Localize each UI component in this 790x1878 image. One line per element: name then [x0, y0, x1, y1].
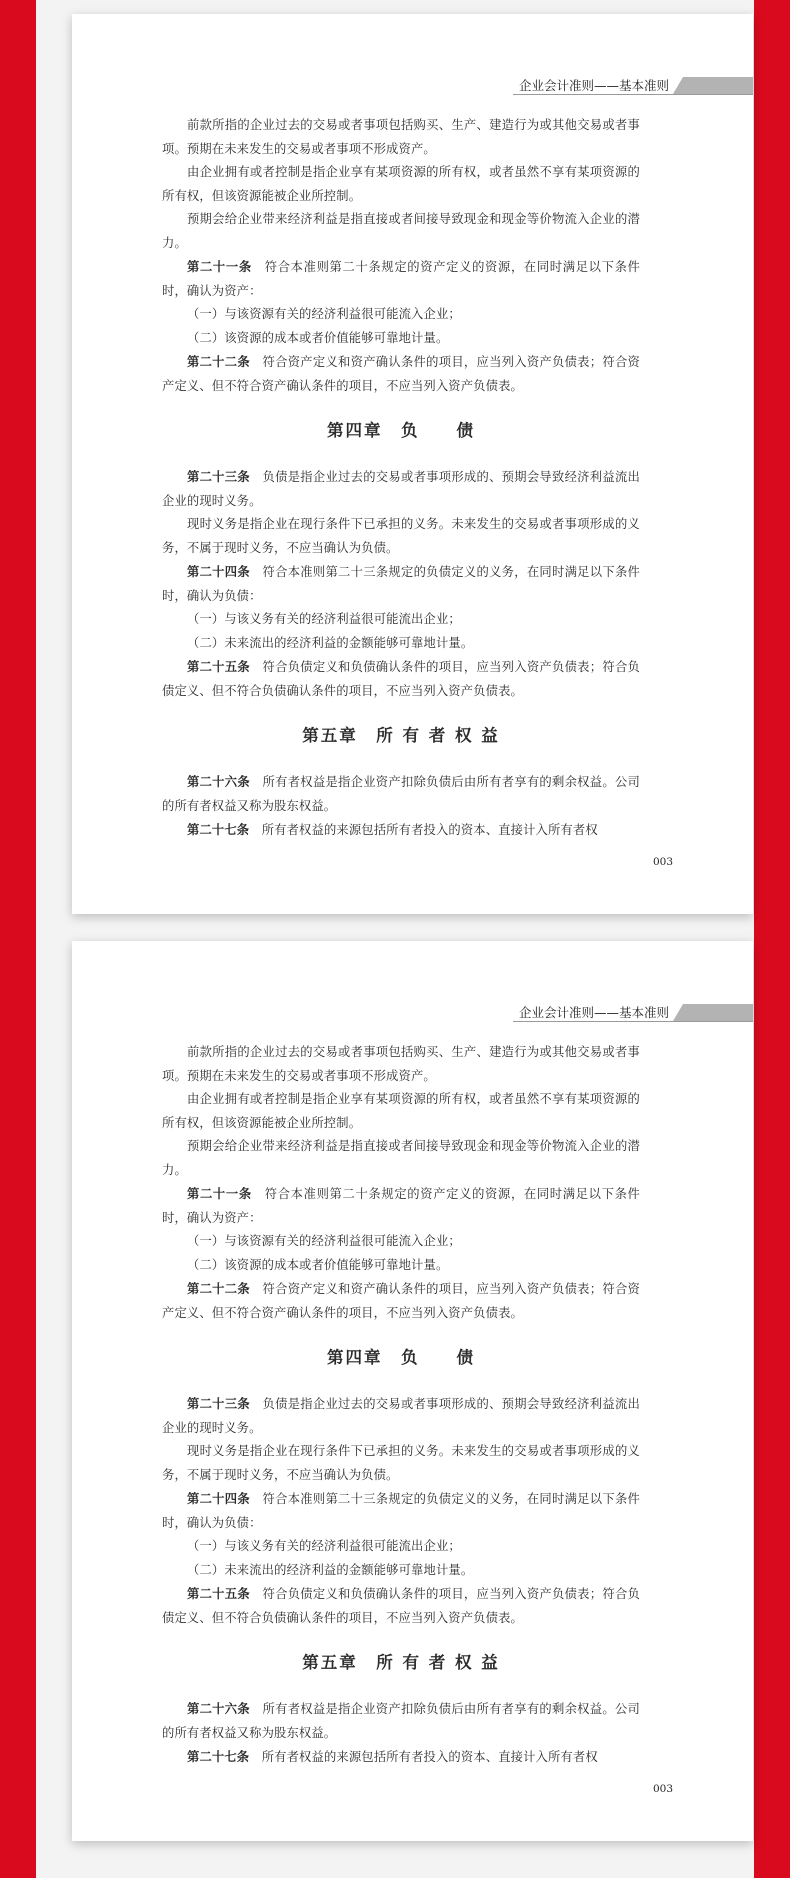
body-paragraph: （二）未来流出的经济利益的金额能够可靠地计量。 — [187, 1562, 474, 1577]
article-text: 所有者权益是指企业资产扣除负债后由所有者享有的剩余权益。公司的所有者权益又称为股东权益。 — [162, 1702, 640, 1740]
chapter-heading: 第五章 所 有 者 权 益 — [302, 726, 500, 745]
article-paragraph — [162, 818, 640, 843]
article-number: 第二十四条 — [187, 564, 250, 579]
article-text: 所有者权益是指企业资产扣除负债后由所有者享有的剩余权益。公司的所有者权益又称为股东权益。 — [162, 775, 640, 813]
article-text: 所有者权益的来源包括所有者投入的资本、直接计入所有者权 — [261, 823, 598, 837]
body-paragraph: （一）与该义务有关的经济利益很可能流出企业； — [187, 1539, 461, 1553]
article-paragraph — [162, 1582, 640, 1630]
article-paragraph — [162, 770, 640, 818]
page-number: 003 — [652, 1783, 673, 1795]
article-text: 符合资产定义和资产确认条件的项目，应当列入资产负债表；符合资产定义、但不符合资产确认条件的项目，不应当列入资产负债表。 — [162, 1282, 640, 1320]
body-paragraph: 预期会给企业带来经济利益是指直接或者间接导致现金和现金等价物流入企业的潜力。 — [162, 212, 640, 250]
article-text: 所有者权益的来源包括所有者投入的资本、直接计入所有者权 — [261, 1750, 598, 1764]
article-text: 符合负债定义和负债确认条件的项目，应当列入资产负债表；符合负债定义、但不符合负债确认条件的项目，不应当列入资产负债表。 — [162, 1587, 640, 1625]
article-paragraph — [162, 1745, 640, 1770]
article-number: 第二十二条 — [187, 354, 250, 369]
article-number: 第二十七条 — [187, 1749, 250, 1764]
running-header — [513, 77, 753, 94]
article-paragraph — [162, 1182, 640, 1230]
article-paragraph — [162, 1392, 640, 1440]
body-paragraph: 现时义务是指企业在现行条件下已承担的义务。未来发生的交易或者事项形成的义务，不属于现时义务，不应当确认为负债。 — [162, 517, 640, 555]
chapter-heading: 第五章 所 有 者 权 益 — [302, 1653, 500, 1672]
body-paragraph: （二）未来流出的经济利益的金额能够可靠地计量。 — [187, 635, 474, 650]
body-paragraph: 现时义务是指企业在现行条件下已承担的义务。未来发生的交易或者事项形成的义务，不属于现时义务，不应当确认为负债。 — [162, 1444, 640, 1482]
header-accent-bar — [673, 1004, 753, 1021]
document-page — [72, 14, 753, 914]
article-number: 第二十五条 — [187, 1586, 250, 1601]
page-body — [162, 114, 640, 843]
article-number: 第二十六条 — [187, 774, 250, 789]
body-paragraph: （一）与该资源有关的经济利益很可能流入企业； — [187, 307, 461, 321]
article-number: 第二十七条 — [187, 822, 250, 837]
body-paragraph: （二）该资源的成本或者价值能够可靠地计量。 — [187, 1257, 449, 1272]
article-text: 负债是指企业过去的交易或者事项形成的、预期会导致经济利益流出企业的现时义务。 — [162, 470, 640, 508]
article-text: 符合本准则第二十三条规定的负债定义的义务，在同时满足以下条件时，确认为负债： — [162, 1492, 640, 1530]
body-paragraph: （二）该资源的成本或者价值能够可靠地计量。 — [187, 330, 449, 345]
body-paragraph: （一）与该义务有关的经济利益很可能流出企业； — [187, 612, 461, 626]
running-header-title: 企业会计准则——基本准则 — [518, 1005, 669, 1020]
body-paragraph: 前款所指的企业过去的交易或者事项包括购买、生产、建造行为或其他交易或者事项。预期在未来发生的交易或者事项不形成资产。 — [162, 1045, 640, 1083]
article-number: 第二十一条 — [187, 259, 252, 274]
article-number: 第二十三条 — [187, 1396, 250, 1411]
header-rule — [513, 94, 753, 95]
article-number: 第二十六条 — [187, 1701, 250, 1716]
page-viewer — [36, 0, 754, 1878]
article-number: 第二十一条 — [187, 1186, 252, 1201]
article-text: 负债是指企业过去的交易或者事项形成的、预期会导致经济利益流出企业的现时义务。 — [162, 1397, 640, 1435]
article-paragraph — [162, 255, 640, 303]
article-text: 符合本准则第二十条规定的资产定义的资源，在同时满足以下条件时，确认为资产： — [162, 260, 640, 298]
article-paragraph — [162, 1697, 640, 1745]
article-paragraph — [162, 560, 640, 608]
body-paragraph: （一）与该资源有关的经济利益很可能流入企业； — [187, 1234, 461, 1248]
article-text: 符合本准则第二十三条规定的负债定义的义务，在同时满足以下条件时，确认为负债： — [162, 565, 640, 603]
page-number: 003 — [652, 856, 673, 868]
header-rule — [513, 1021, 753, 1022]
header-accent-bar — [673, 77, 753, 94]
article-text: 符合本准则第二十条规定的资产定义的资源，在同时满足以下条件时，确认为资产： — [162, 1187, 640, 1225]
article-paragraph — [162, 350, 640, 398]
page-body — [162, 1041, 640, 1770]
body-paragraph: 由企业拥有或者控制是指企业享有某项资源的所有权，或者虽然不享有某项资源的所有权，但该资源能被企业所控制。 — [162, 165, 640, 203]
article-text: 符合资产定义和资产确认条件的项目，应当列入资产负债表；符合资产定义、但不符合资产确认条件的项目，不应当列入资产负债表。 — [162, 355, 640, 393]
running-header-title: 企业会计准则——基本准则 — [518, 78, 669, 93]
body-paragraph: 由企业拥有或者控制是指企业享有某项资源的所有权，或者虽然不享有某项资源的所有权，但该资源能被企业所控制。 — [162, 1092, 640, 1130]
article-number: 第二十四条 — [187, 1491, 250, 1506]
running-header — [513, 1004, 753, 1021]
body-paragraph: 预期会给企业带来经济利益是指直接或者间接导致现金和现金等价物流入企业的潜力。 — [162, 1139, 640, 1177]
article-paragraph — [162, 655, 640, 703]
article-number: 第二十三条 — [187, 469, 250, 484]
chapter-heading: 第四章 负 债 — [327, 421, 475, 440]
article-text: 符合负债定义和负债确认条件的项目，应当列入资产负债表；符合负债定义、但不符合负债确认条件的项目，不应当列入资产负债表。 — [162, 660, 640, 698]
article-number: 第二十二条 — [187, 1281, 250, 1296]
document-page — [72, 941, 753, 1841]
chapter-heading: 第四章 负 债 — [327, 1348, 475, 1367]
article-paragraph — [162, 1487, 640, 1535]
body-paragraph: 前款所指的企业过去的交易或者事项包括购买、生产、建造行为或其他交易或者事项。预期在未来发生的交易或者事项不形成资产。 — [162, 118, 640, 156]
article-paragraph — [162, 465, 640, 513]
article-paragraph — [162, 1277, 640, 1325]
article-number: 第二十五条 — [187, 659, 250, 674]
